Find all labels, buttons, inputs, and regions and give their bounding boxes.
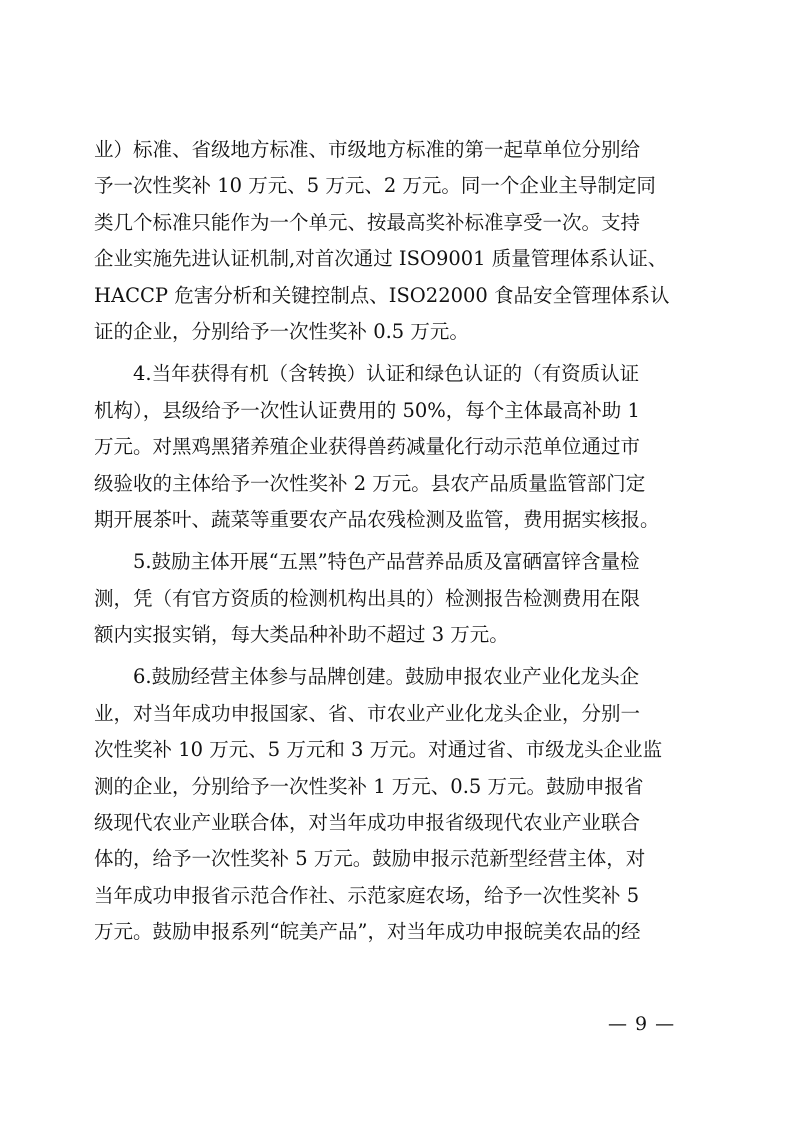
text-line: 测的企业，分别给予一次性奖补 1 万元、0.5 万元。鼓励申报省 bbox=[94, 774, 644, 798]
text-line: 级现代农业产业联合体，对当年成功申报省级现代农业产业联合 bbox=[94, 811, 641, 835]
paragraph bbox=[94, 544, 700, 653]
text-line: HACCP 危害分析和关键控制点、ISO22000 食品安全管理体系认 bbox=[94, 283, 670, 307]
text-line: 测，凭（有官方资质的检测机构出具的）检测报告检测费用在限 bbox=[94, 586, 641, 610]
text-line: 企业实施先进认证机制,对首次通过 ISO9001 质量管理体系认证、 bbox=[94, 247, 668, 271]
text-line: 级验收的主体给予一次性奖补 2 万元。县农产品质量监管部门定 bbox=[94, 471, 646, 495]
paragraph bbox=[94, 132, 700, 350]
text-line: 万元。鼓励申报系列“皖美产品”，对当年成功申报皖美农品的经 bbox=[94, 920, 641, 944]
text-line: 额内实报实销，每大类品种补助不超过 3 万元。 bbox=[94, 623, 509, 647]
body-text bbox=[94, 132, 700, 951]
text-line: 业）标准、省级地方标准、市级地方标准的第一起草单位分别给 bbox=[94, 138, 641, 161]
text-line: 类几个标准只能作为一个单元、按最高奖补标准享受一次。支持 bbox=[94, 210, 641, 234]
text-line: 当年成功申报省示范合作社、示范家庭农场，给予一次性奖补 5 bbox=[94, 883, 640, 907]
text-line: 予一次性奖补 10 万元、5 万元、2 万元。同一个企业主导制定同 bbox=[94, 174, 656, 198]
page-number: — 9 — bbox=[608, 1013, 676, 1035]
text-line: 4.当年获得有机（含转换）认证和绿色认证的（有资质认证 bbox=[94, 362, 640, 386]
text-line: 体的，给予一次性奖补 5 万元。鼓励申报示范新型经营主体，对 bbox=[94, 847, 646, 871]
text-line: 万元。对黑鸡黑猪养殖企业获得兽药减量化行动示范单位通过市 bbox=[94, 435, 641, 459]
paragraph bbox=[94, 356, 700, 538]
paragraph bbox=[94, 659, 700, 950]
text-line: 证的企业，分别给予一次性奖补 0.5 万元。 bbox=[94, 319, 469, 343]
text-line: 6.鼓励经营主体参与品牌创建。鼓励申报农业产业化龙头企 bbox=[94, 665, 640, 689]
text-line: 期开展茶叶、蔬菜等重要农产品农残检测及监管，费用据实核报。 bbox=[94, 507, 660, 531]
text-line: 次性奖补 10 万元、5 万元和 3 万元。对通过省、市级龙头企业监 bbox=[94, 738, 663, 762]
text-line: 5.鼓励主体开展“五黑”特色产品营养品质及富硒富锌含量检 bbox=[94, 550, 640, 574]
text-line: 机构），县级给予一次性认证费用的 50%，每个主体最高补助 1 bbox=[94, 398, 640, 422]
text-line: 业，对当年成功申报国家、省、市农业产业化龙头企业，分别一 bbox=[94, 701, 641, 725]
